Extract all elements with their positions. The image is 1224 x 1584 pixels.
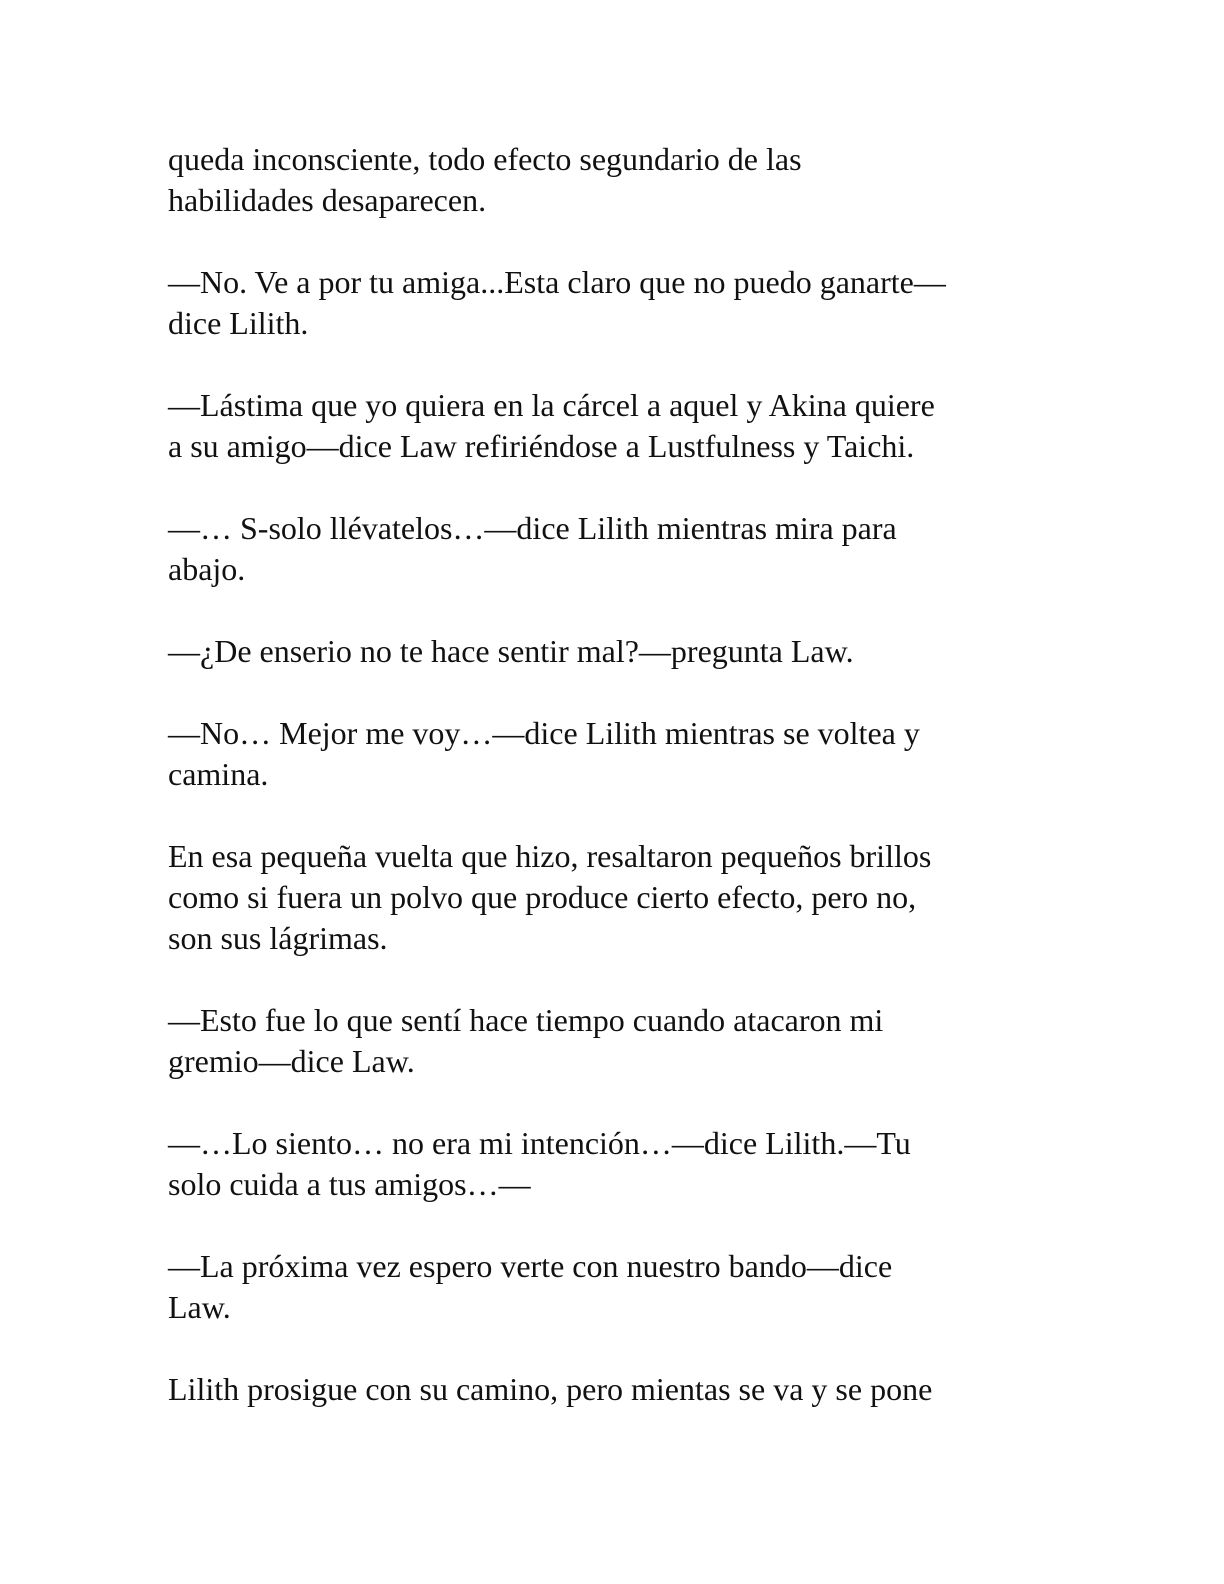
paragraph-11: Lilith prosigue con su camino, pero mientas se va y se pone bbox=[168, 1371, 933, 1407]
paragraph-6: —No… Mejor me voy…—dice Lilith mientras se voltea y camina. bbox=[168, 715, 920, 792]
paragraph-7: En esa pequeña vuelta que hizo, resaltaron pequeños brillos como si fuera un polvo que produce cierto efecto, pero no, son sus lágrimas. bbox=[168, 838, 932, 956]
paragraph-8: —Esto fue lo que sentí hace tiempo cuando atacaron mi gremio—dice Law. bbox=[168, 1002, 884, 1079]
paragraph-9: —…Lo siento… no era mi intención…—dice Lilith.—Tu solo cuida a tus amigos…— bbox=[168, 1125, 911, 1202]
paragraph-4: —… S-solo llévatelos…—dice Lilith mientras mira para abajo. bbox=[168, 510, 897, 587]
paragraph-5: —¿De enserio no te hace sentir mal?—pregunta Law. bbox=[168, 633, 854, 669]
paragraph-1: queda inconsciente, todo efecto segundario de las habilidades desaparecen. bbox=[168, 141, 802, 218]
body-text bbox=[168, 139, 1048, 1410]
paragraph-3: —Lástima que yo quiera en la cárcel a aquel y Akina quiere a su amigo—dice Law refiriéndose a Lustfulness y Taichi. bbox=[168, 387, 935, 464]
paragraph-2: —No. Ve a por tu amiga...Esta claro que no puedo ganarte— dice Lilith. bbox=[168, 264, 946, 341]
paragraph-10: —La próxima vez espero verte con nuestro bando—dice Law. bbox=[168, 1248, 893, 1325]
